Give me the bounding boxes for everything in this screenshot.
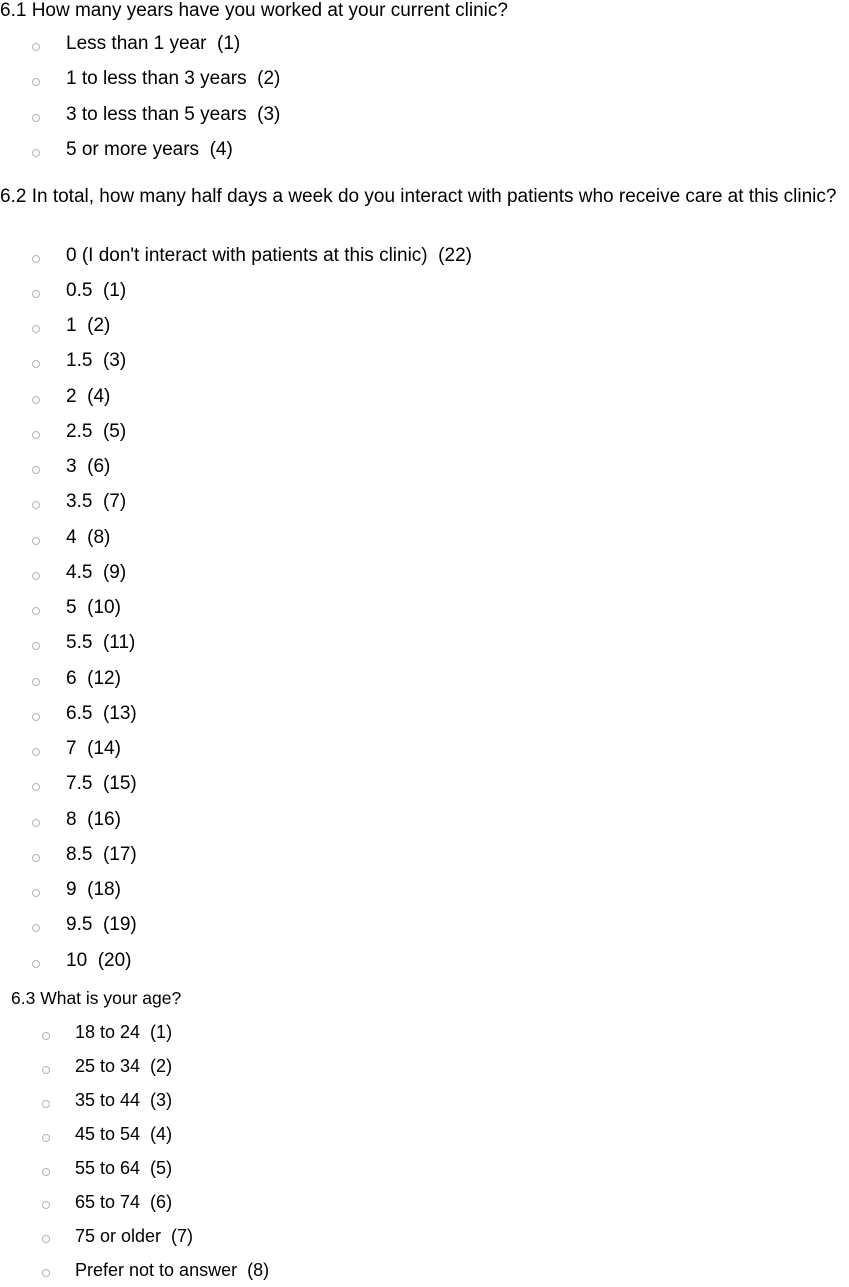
option-label: 2 (4) [66, 385, 111, 407]
radio-option[interactable] [42, 1118, 269, 1152]
radio-option[interactable] [42, 1152, 269, 1186]
radio-circle-icon[interactable] [32, 325, 40, 333]
question-6-3-options [42, 1016, 269, 1287]
radio-circle-icon[interactable] [32, 466, 40, 474]
option-label: 5 or more years (4) [66, 139, 233, 161]
option-label: 8.5 (17) [66, 843, 137, 865]
radio-circle-icon[interactable] [32, 748, 40, 756]
option-label: 75 or older (7) [75, 1225, 194, 1246]
option-label: 3.5 (7) [66, 491, 127, 513]
radio-option[interactable] [32, 450, 472, 485]
radio-circle-icon[interactable] [32, 290, 40, 298]
question-6-1-title: 6.1 How many years have you worked at your current clinic? [0, 0, 508, 21]
radio-circle-icon[interactable] [42, 1235, 50, 1243]
radio-option[interactable] [32, 62, 280, 98]
radio-option[interactable] [32, 696, 472, 731]
option-label: 0.5 (1) [66, 279, 127, 301]
radio-option[interactable] [32, 626, 472, 661]
option-label: 45 to 54 (4) [75, 1124, 173, 1145]
radio-option[interactable] [42, 1016, 269, 1050]
radio-circle-icon[interactable] [32, 854, 40, 862]
radio-circle-icon[interactable] [32, 607, 40, 615]
radio-circle-icon[interactable] [42, 1269, 50, 1277]
radio-circle-icon[interactable] [32, 713, 40, 721]
radio-circle-icon[interactable] [32, 78, 40, 86]
option-label: 7 (14) [66, 738, 121, 760]
radio-circle-icon[interactable] [32, 255, 40, 263]
radio-circle-icon[interactable] [42, 1134, 50, 1142]
option-label: 6.5 (13) [66, 702, 137, 724]
option-label: 18 to 24 (1) [75, 1022, 173, 1043]
radio-circle-icon[interactable] [32, 924, 40, 932]
radio-circle-icon[interactable] [32, 819, 40, 827]
radio-circle-icon[interactable] [32, 149, 40, 157]
radio-option[interactable] [32, 238, 472, 273]
radio-option[interactable] [32, 732, 472, 767]
radio-circle-icon[interactable] [32, 537, 40, 545]
radio-circle-icon[interactable] [32, 360, 40, 368]
radio-option[interactable] [32, 414, 472, 449]
radio-option[interactable] [32, 273, 472, 308]
radio-circle-icon[interactable] [42, 1168, 50, 1176]
option-label: 9 (18) [66, 879, 121, 901]
radio-option[interactable] [42, 1253, 269, 1287]
radio-option[interactable] [32, 344, 472, 379]
option-label: 9.5 (19) [66, 914, 137, 936]
radio-option[interactable] [42, 1050, 269, 1084]
radio-option[interactable] [32, 591, 472, 626]
radio-circle-icon[interactable] [32, 431, 40, 439]
radio-circle-icon[interactable] [42, 1032, 50, 1040]
option-label: 2.5 (5) [66, 420, 127, 442]
radio-option[interactable] [32, 837, 472, 872]
radio-option[interactable] [32, 873, 472, 908]
option-label: Less than 1 year (1) [66, 32, 241, 54]
option-label: 6 (12) [66, 667, 121, 689]
option-label: 4 (8) [66, 526, 111, 548]
radio-circle-icon[interactable] [32, 783, 40, 791]
question-6-2-options [32, 238, 472, 978]
question-6-3-title: 6.3 What is your age? [11, 988, 182, 1008]
radio-circle-icon[interactable] [32, 678, 40, 686]
radio-circle-icon[interactable] [32, 396, 40, 404]
question-6-2-title: 6.2 In total, how many half days a week do you interact with patients who receive care at this clinic? [0, 186, 837, 207]
option-label: 3 to less than 5 years (3) [66, 103, 281, 125]
option-label: Prefer not to answer (8) [75, 1259, 270, 1280]
radio-option[interactable] [32, 943, 472, 978]
radio-option[interactable] [32, 908, 472, 943]
option-label: 55 to 64 (5) [75, 1158, 173, 1178]
option-label: 25 to 34 (2) [75, 1056, 173, 1077]
radio-circle-icon[interactable] [32, 642, 40, 650]
radio-circle-icon[interactable] [42, 1066, 50, 1074]
option-label: 1 (2) [66, 315, 111, 337]
option-label: 1.5 (3) [66, 350, 127, 372]
radio-circle-icon[interactable] [32, 960, 40, 968]
radio-circle-icon[interactable] [42, 1201, 50, 1209]
radio-option[interactable] [32, 661, 472, 696]
option-label: 8 (16) [66, 808, 121, 830]
radio-option[interactable] [32, 309, 472, 344]
radio-option[interactable] [32, 555, 472, 590]
radio-option[interactable] [42, 1185, 269, 1219]
radio-option[interactable] [32, 485, 472, 520]
radio-circle-icon[interactable] [32, 43, 40, 51]
radio-circle-icon[interactable] [32, 572, 40, 580]
option-label: 1 to less than 3 years (2) [66, 68, 281, 90]
option-label: 0 (I don't interact with patients at this clinic) (22) [66, 244, 472, 266]
option-label: 4.5 (9) [66, 561, 127, 583]
radio-option[interactable] [32, 133, 280, 169]
option-label: 7.5 (15) [66, 773, 137, 795]
radio-circle-icon[interactable] [32, 501, 40, 509]
radio-option[interactable] [42, 1219, 269, 1253]
option-label: 10 (20) [66, 949, 132, 971]
radio-option[interactable] [32, 379, 472, 414]
question-6-1-options [32, 26, 280, 168]
option-label: 5.5 (11) [66, 632, 136, 654]
radio-option[interactable] [42, 1084, 269, 1118]
radio-option[interactable] [32, 97, 280, 133]
option-label: 5 (10) [66, 597, 121, 619]
radio-option[interactable] [32, 802, 472, 837]
radio-option[interactable] [32, 520, 472, 555]
radio-option[interactable] [32, 26, 280, 62]
radio-circle-icon[interactable] [42, 1100, 50, 1108]
radio-option[interactable] [32, 767, 472, 802]
radio-circle-icon[interactable] [32, 114, 40, 122]
option-label: 65 to 74 (6) [75, 1191, 173, 1212]
option-label: 3 (6) [66, 456, 111, 478]
radio-circle-icon[interactable] [32, 889, 40, 897]
option-label: 35 to 44 (3) [75, 1090, 173, 1111]
